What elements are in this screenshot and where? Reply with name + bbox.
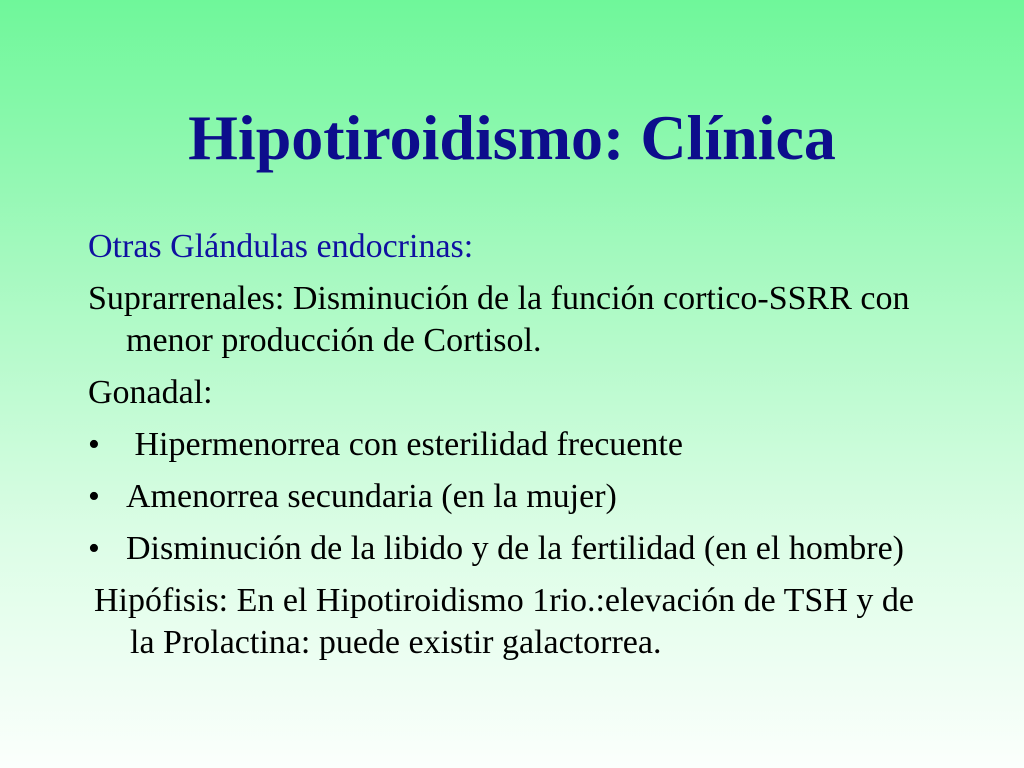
slide-title: Hipotiroidismo: Clínica [188, 102, 836, 173]
bullet-text: Hipermenorrea con esterilidad frecuente [126, 426, 683, 463]
paragraph-suprarrenales: Suprarrenales: Disminución de la función cortico-SSRR con menor producción de Cortisol. [88, 280, 910, 359]
paragraph-gonadal: Gonadal: [88, 374, 213, 411]
subheading-otras-glandulas: Otras Glándulas endocrinas: [88, 228, 474, 265]
bullet-item-libido [88, 528, 940, 570]
bullet-marker-icon: • [88, 530, 100, 567]
bullet-marker-icon: • [88, 426, 100, 463]
bullet-text: Amenorrea secundaria (en la mujer) [126, 478, 617, 515]
slide-body [88, 226, 940, 674]
bullet-item-hipermenorrea [88, 424, 940, 466]
bullet-marker-icon: • [88, 478, 100, 515]
bullet-text: Disminución de la libido y de la fertilidad (en el hombre) [126, 530, 904, 567]
bullet-item-amenorrea [88, 476, 940, 518]
paragraph-hipofisis: Hipófisis: En el Hipotiroidismo 1rio.:elevación de TSH y de la Prolactina: puede existir galactorrea. [94, 582, 914, 661]
